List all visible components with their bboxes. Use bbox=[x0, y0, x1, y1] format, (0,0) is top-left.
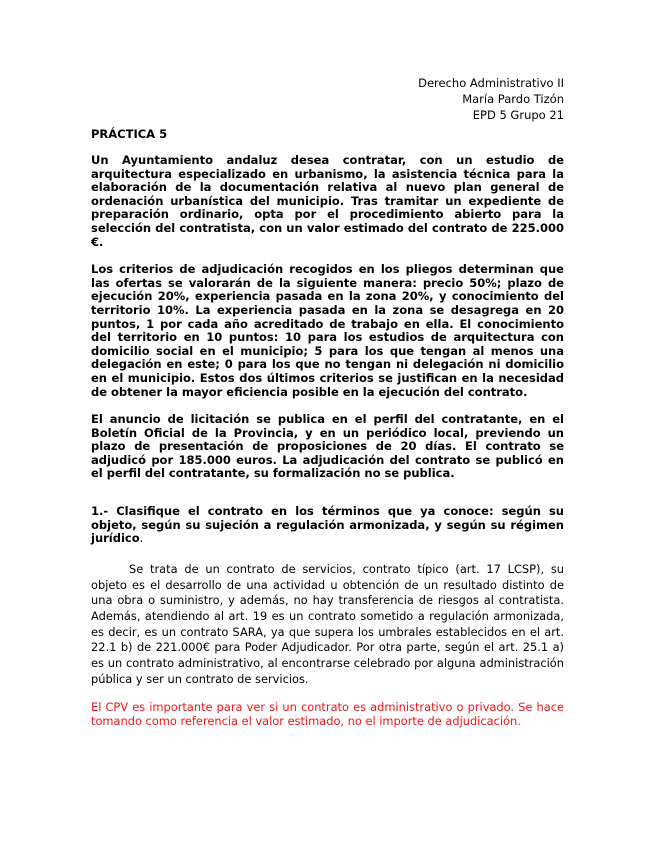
question-1 bbox=[91, 505, 564, 546]
red-note: El CPV es importante para ver si un contrato es administrativo o privado. Se hace tomando como referencia el valor estimado, no el importe de adjudicación. bbox=[91, 700, 564, 728]
group-label: EPD 5 Grupo 21 bbox=[472, 108, 564, 122]
practice-title: PRÁCTICA 5 bbox=[91, 127, 168, 141]
document-page bbox=[91, 75, 564, 728]
question-1-text: 1.- Clasifique el contrato en los términos que ya conoce: según su objeto, según su sujeción a regulación armonizada, y según su régimen jurídico bbox=[91, 504, 564, 546]
case-paragraph-1: Un Ayuntamiento andaluz desea contratar, con un estudio de arquitectura especializado en urbanismo, la asistencia técnica para la elaboración de la documentación relativa al nuevo plan general de ordenación urbanística del municipio. Tras tramitar un expediente de preparación ordinario, opta por el procedimiento abierto para la selección del contratista, con un valor estimado del contrato de 225.000 €. bbox=[91, 153, 564, 249]
answer-paragraph: Se trata de un contrato de servicios, contrato típico (art. 17 LCSP), su objeto es el desarrollo de una actividad u obtención de un resultado distinto de una obra o suministro, y además, no hay transferencia de riesgos al contratista. Además, atendiendo al art. 19 es un contrato sometido a regulación armonizada, es decir, es un contrato SARA, ya que supera los umbrales establecidos en el art. 22.1 b) de 221.000€ para Poder Adjudicador. Por otra parte, según el art. 25.1 a) es un contrato administrativo, al encontrarse celebrado por alguna administración pública y ser un contrato de servicios. bbox=[91, 561, 564, 686]
document-header bbox=[91, 75, 564, 123]
course-name: Derecho Administrativo II bbox=[418, 76, 564, 90]
question-1-end: . bbox=[139, 531, 144, 546]
case-paragraph-3: El anuncio de licitación se publica en el perfil del contratante, en el Boletín Oficial de la Provincia, y en un periódico local, previendo un plazo de presentación de proposiciones de 20 días. El contrato se adjudicó por 185.000 euros. La adjudicación del contrato se publicó en el perfil del contratante, su formalización no se publica. bbox=[91, 412, 564, 481]
case-paragraph-2: Los criterios de adjudicación recogidos en los pliegos determinan que las ofertas se valorarán de la siguiente manera: precio 50%; plazo de ejecución 20%, experiencia pasada en la zona 20%, y conocimiento del territorio 10%. La experiencia pasada en la zona se desagrega en 20 puntos, 1 por cada año acreditado de trabajo en ella. El conocimiento del territorio en 10 puntos: 10 para los estudios de arquitectura con domicilio social en el municipio; 5 para los que tengan al menos una delegación en este; 0 para los que no tengan ni delegación ni domicilio en el municipio. Estos dos últimos criterios se justifican en la necesidad de obtener la mayor eficiencia posible en la ejecución del contrato. bbox=[91, 262, 564, 399]
author-name: María Pardo Tizón bbox=[462, 92, 564, 106]
